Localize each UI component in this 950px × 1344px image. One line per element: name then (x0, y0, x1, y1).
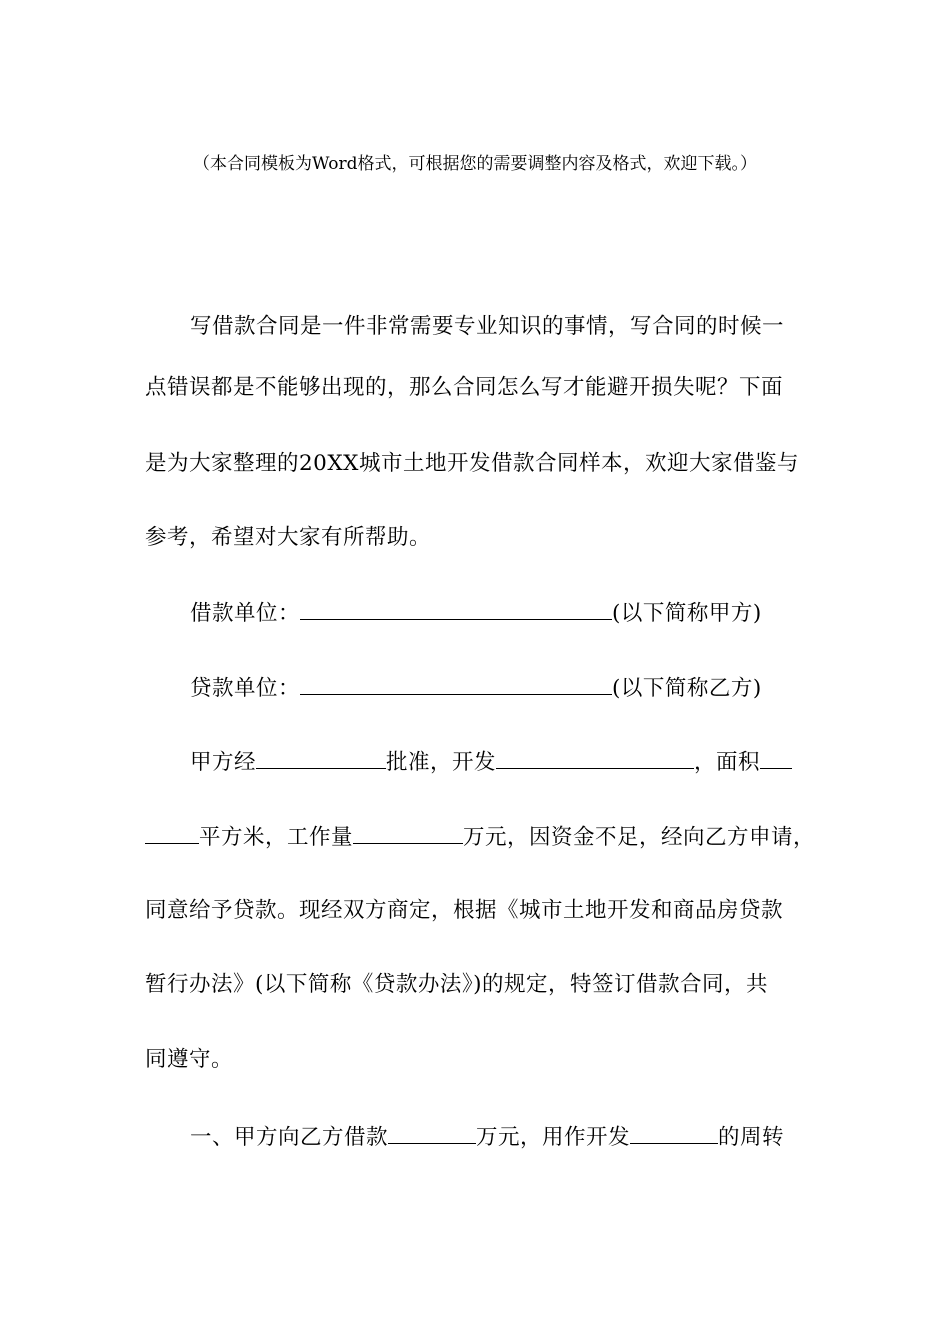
preamble-text-5: 万元，因资金不足，经向乙方申请， (463, 825, 816, 850)
borrower-suffix: (以下简称甲方) (612, 601, 762, 626)
clause-1-text-3: 的周转 (718, 1125, 785, 1150)
clause-1-line (190, 1121, 784, 1153)
intro-line-3: 是为大家整理的20XX城市土地开发借款合同样本，欢迎大家借鉴与 (145, 451, 799, 476)
preamble-line-1 (190, 746, 792, 778)
borrower-blank (300, 597, 612, 620)
template-note: （本合同模板为Word格式，可根据您的需要调整内容及格式，欢迎下载。） (192, 154, 758, 174)
preamble-line-5: 同遵守。 (145, 1047, 234, 1072)
preamble-text-2: 批准，开发 (386, 750, 497, 775)
area-blank-a (760, 746, 792, 769)
preamble-text-1: 甲方经 (190, 750, 257, 775)
approval-blank (256, 746, 386, 769)
preamble-line-2 (145, 821, 815, 853)
intro-line-4: 参考，希望对大家有所帮助。 (145, 525, 432, 550)
borrower-label: 借款单位： (190, 601, 301, 626)
clause-1-text-1: 一、甲方向乙方借款 (190, 1125, 389, 1150)
intro-line-2: 点错误都是不能够出现的，那么合同怎么写才能避开损失呢？下面 (145, 375, 784, 400)
workload-blank (353, 821, 463, 844)
preamble-text-4: 平方米，工作量 (199, 825, 354, 850)
preamble-line-4: 暂行办法》(以下简称《贷款办法》)的规定，特签订借款合同，共 (145, 972, 769, 997)
project-purpose-blank (630, 1121, 718, 1144)
preamble-text-3: ，面积 (694, 750, 761, 775)
lender-line (190, 672, 762, 704)
project-blank (496, 746, 694, 769)
area-blank-b (145, 821, 199, 844)
preamble-line-3: 同意给予贷款。现经双方商定，根据《城市土地开发和商品房贷款 (145, 898, 784, 923)
clause-1-text-2: 万元，用作开发 (476, 1125, 631, 1150)
intro-line-1: 写借款合同是一件非常需要专业知识的事情，写合同的时候一 (190, 314, 785, 339)
loan-amount-blank (388, 1121, 476, 1144)
borrower-line (190, 597, 762, 629)
lender-suffix: (以下简称乙方) (612, 676, 762, 701)
lender-label: 贷款单位： (190, 676, 301, 701)
lender-blank (300, 672, 612, 695)
